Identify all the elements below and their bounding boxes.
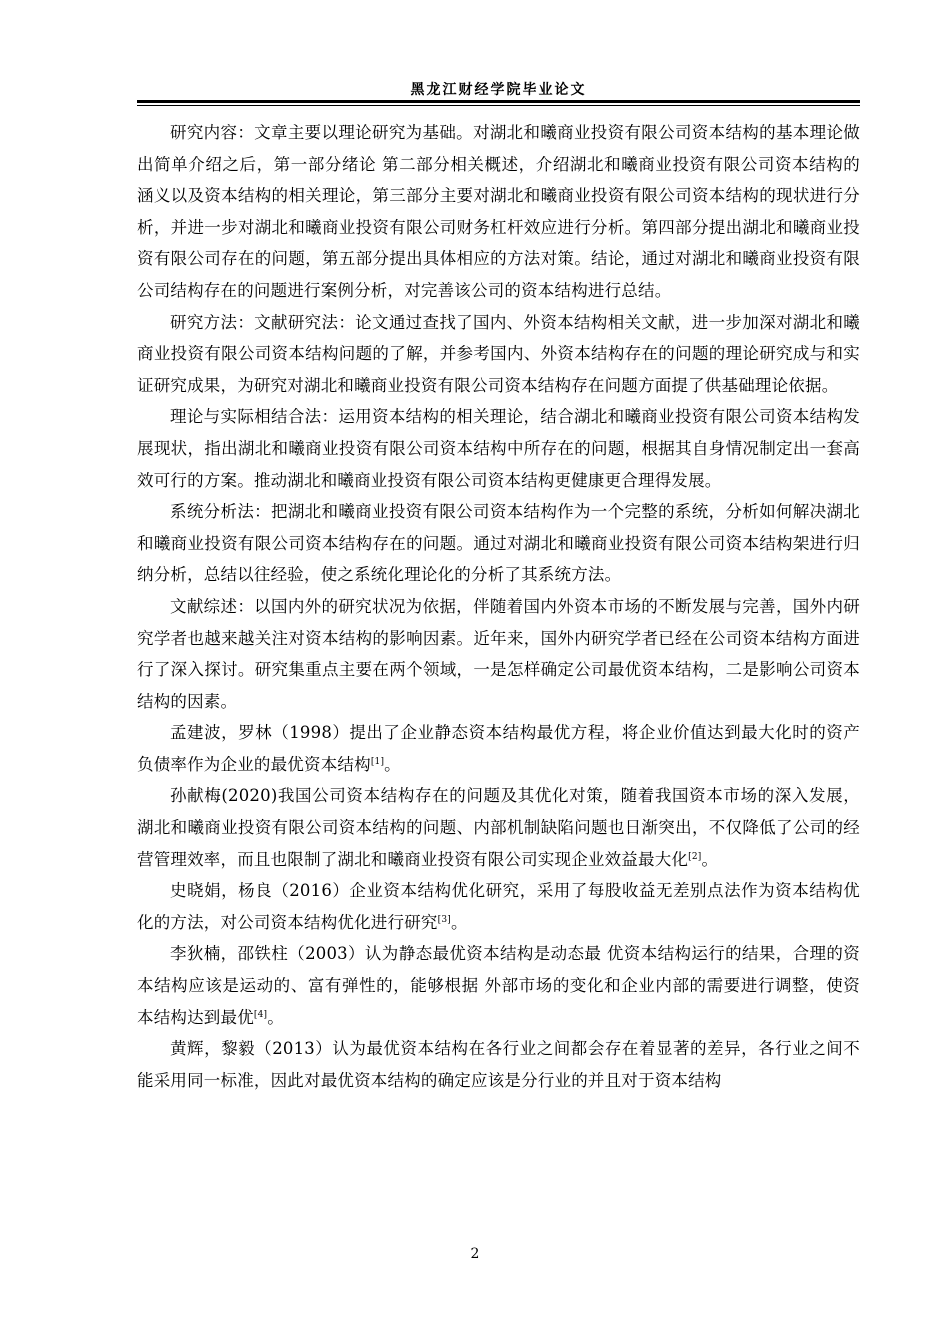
citation-marker: [2] <box>688 851 702 862</box>
paragraph-citation-1: 孟建波，罗林（1998）提出了企业静态资本结构最优方程，将企业价值达到最大化时的资产负债率作为企业的最优资本结构[1]。 <box>137 723 860 774</box>
paragraph-literature-review: 文献综述：以国内外的研究状况为依据，伴随着国内外资本市场的不断发展与完善，国外内研究学者也越来越关注对资本结构的影响因素。近年来，国外内研究学者已经在公司资本结构方面进行了深入探讨。研究集重点主要在两个领域，一是怎样确定公司最优资本结构，二是影响公司资本结构的因素。 <box>137 596 860 711</box>
paragraph-citation-3: 史晓娟，杨良（2016）企业资本结构优化研究，采用了每股收益无差别点法作为资本结构优化的方法，对公司资本结构优化进行研究[3]。 <box>137 881 860 932</box>
paragraph-system-analysis: 系统分析法：把湖北和曦商业投资有限公司资本结构作为一个完整的系统，分析如何解决湖北和曦商业投资有限公司资本结构存在的问题。通过对湖北和曦商业投资有限公司资本结构架进行归纳分析，总结以往经验，使之系统化理论化的分析了其系统方法。 <box>137 502 860 585</box>
citation-marker: [4] <box>253 1009 268 1020</box>
header-rule-thin <box>137 105 860 106</box>
header-rule-thick <box>137 100 860 103</box>
body-text <box>137 117 860 1096</box>
running-header-title: 黑龙江财经学院毕业论文 <box>410 82 587 98</box>
paragraph-citation-5: 黄辉，黎毅（2013）认为最优资本结构在各行业之间都会存在着显著的差异，各行业之间不能采用同一标准，因此对最优资本结构的确定应该是分行业的并且对于资本结构 <box>137 1039 860 1090</box>
paragraph-theory-practice: 理论与实际相结合法：运用资本结构的相关理论，结合湖北和曦商业投资有限公司资本结构发展现状，指出湖北和曦商业投资有限公司资本结构中所存在的问题，根据其自身情况制定出一套高效可行的方案。推动湖北和曦商业投资有限公司资本结构更健康更合理得发展。 <box>137 407 860 490</box>
citation-marker: [1] <box>370 756 385 767</box>
paragraph-citation-2: 孙献梅(2020)我国公司资本结构存在的问题及其优化对策，随着我国资本市场的深入发展，湖北和曦商业投资有限公司资本结构的问题、内部机制缺陷问题也日渐突出，不仅降低了公司的经营管理效率，而且也限制了湖北和曦商业投资有限公司实现企业效益最大化[2]。 <box>137 786 860 869</box>
paragraph-research-content: 研究内容：文章主要以理论研究为基础。对湖北和曦商业投资有限公司资本结构的基本理论做出简单介绍之后，第一部分绪论 第二部分相关概述，介绍湖北和曦商业投资有限公司资本结构的涵义以及资本结构的相关理论，第三部分主要对湖北和曦商业投资有限公司资本结构的现状进行分析，并进一步对湖北和曦商业投资有限公司财务杠杆效应进行分析。第四部分提出湖北和曦商业投资有限公司存在的问题，第五部分提出具体相应的方法对策。结论，通过对湖北和曦商业投资有限公司结构存在的问题进行案例分析，对完善该公司的资本结构进行总结。 <box>137 123 860 300</box>
citation-marker: [3] <box>437 914 451 925</box>
page-number: 2 <box>470 1246 480 1262</box>
paragraph-research-method: 研究方法：文献研究法：论文通过查找了国内、外资本结构相关文献，进一步加深对湖北和曦商业投资有限公司资本结构问题的了解，并参考国内、外资本结构存在的问题的理论研究成与和实证研究成果，为研究对湖北和曦商业投资有限公司资本结构存在问题方面提了供基础理论依据。 <box>137 312 860 395</box>
paragraph-citation-4: 李狄楠，邵铁柱（2003）认为静态最优资本结构是动态最 优资本结构运行的结果，合理的资本结构应该是运动的、富有弹性的，能够根据 外部市场的变化和企业内部的需要进行调整，使资本结构达到最优[4]。 <box>137 944 860 1027</box>
